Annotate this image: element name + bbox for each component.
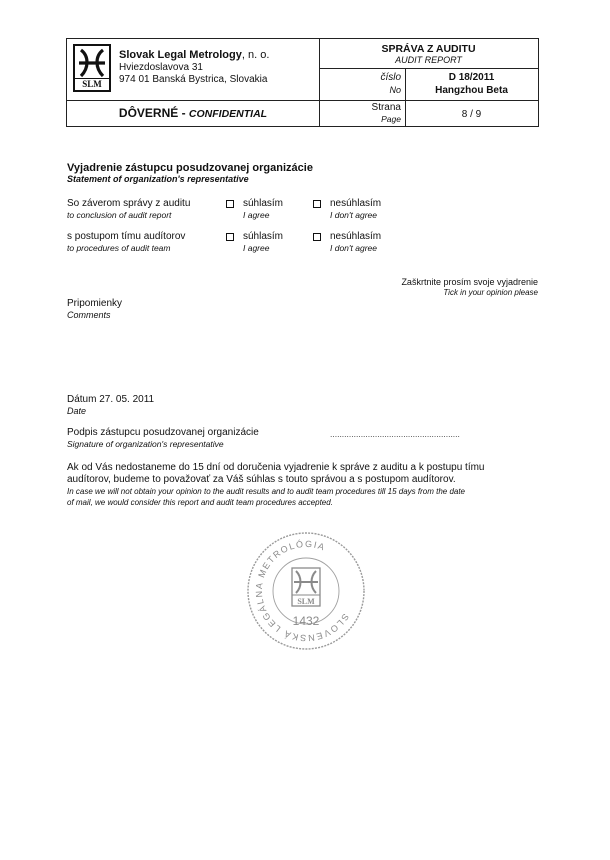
comments-label: Pripomienky bbox=[67, 298, 123, 309]
tick-note: Zaškrtnite prosím svoje vyjadrenie bbox=[401, 277, 538, 287]
row2-label-en: to procedures of audit team bbox=[67, 243, 171, 253]
row2-agree-checkbox[interactable] bbox=[226, 233, 234, 241]
report-title-en: AUDIT REPORT bbox=[395, 55, 462, 65]
row2-disagree-label: nesúhlasím bbox=[330, 231, 382, 242]
page-number: 8 / 9 bbox=[461, 109, 482, 120]
address-line1: Hviezdoslavova 31 bbox=[119, 62, 203, 73]
stamp-number: 1432 bbox=[292, 614, 320, 628]
row1-agree-label: súhlasím bbox=[243, 198, 284, 209]
no-label-en: No bbox=[389, 85, 401, 95]
page-label-en: Page bbox=[381, 114, 401, 124]
report-location: Hangzhou Beta bbox=[435, 85, 508, 96]
statement-title: Vyjadrenie zástupcu posudzovanej organizácie bbox=[67, 162, 313, 174]
row2-disagree-checkbox[interactable] bbox=[313, 233, 321, 241]
row2-disagree-label-en: I don't agree bbox=[330, 243, 377, 253]
stamp-ring-text: SLOVENSKÁ LEGÁLNA METROLÓGIA bbox=[253, 538, 351, 644]
address-line2: 974 01 Banská Bystrica, Slovakia bbox=[119, 74, 268, 85]
date-line bbox=[67, 394, 154, 405]
report-title: SPRÁVA Z AUDITU bbox=[381, 43, 476, 55]
page-label: Strana bbox=[371, 102, 401, 113]
signature-label: Podpis zástupcu posudzovanej organizácie bbox=[67, 427, 259, 438]
row2-agree-label-en: I agree bbox=[243, 243, 270, 253]
row1-agree-label-en: I agree bbox=[243, 210, 270, 220]
row2-label: s postupom tímu audítorov bbox=[67, 231, 186, 242]
slm-logo bbox=[73, 44, 111, 92]
row1-disagree-checkbox[interactable] bbox=[313, 200, 321, 208]
row1-agree-checkbox[interactable] bbox=[226, 200, 234, 208]
stamp-logo bbox=[292, 568, 320, 606]
stamp-logo-text: SLM bbox=[297, 597, 315, 606]
signature-label-en: Signature of organization's representative bbox=[67, 439, 224, 449]
org-name: Slovak Legal Metrology bbox=[119, 49, 242, 61]
comments-label-en: Comments bbox=[67, 310, 111, 320]
logo-text: SLM bbox=[75, 78, 109, 89]
notice-sk-1: Ak od Vás nedostaneme do 15 dní od doručenia vyjadrenie k správe z auditu a k postupu tímu bbox=[67, 462, 485, 473]
notice-sk-2: audítorov, budeme to považovať za Váš súhlas s touto správou a s postupom audítorov. bbox=[67, 474, 456, 485]
scales-icon bbox=[75, 48, 109, 78]
tick-note-en: Tick in your opinion please bbox=[443, 288, 538, 297]
row1-label: So záverom správy z auditu bbox=[67, 198, 191, 209]
report-number: D 18/2011 bbox=[448, 72, 495, 83]
row1-label-en: to conclusion of audit report bbox=[67, 210, 172, 220]
row2-agree-label: súhlasím bbox=[243, 231, 284, 242]
official-stamp bbox=[243, 528, 369, 654]
org-suffix: , n. o. bbox=[241, 49, 270, 61]
no-label: číslo bbox=[380, 72, 401, 83]
date-value: 27. 05. 2011 bbox=[99, 394, 155, 405]
notice-en-2: of mail, we would consider this report and audit team procedures accepted. bbox=[67, 498, 333, 507]
org-name-line bbox=[119, 49, 269, 61]
date-label-en: Date bbox=[67, 406, 87, 416]
notice-en-1: In case we will not obtain your opinion to the audit results and to audit team procedures till 15 days from the date bbox=[67, 487, 466, 496]
statement-title-en: Statement of organization's representative bbox=[67, 174, 249, 184]
date-label: Dátum bbox=[67, 394, 97, 405]
row1-disagree-label: nesúhlasím bbox=[330, 198, 382, 209]
signature-line[interactable]: ....................................................... bbox=[330, 429, 460, 439]
document-header bbox=[66, 38, 539, 127]
row1-disagree-label-en: I don't agree bbox=[330, 210, 377, 220]
confidential-label: DÔVERNÉ - CONFIDENTIAL bbox=[118, 106, 268, 120]
